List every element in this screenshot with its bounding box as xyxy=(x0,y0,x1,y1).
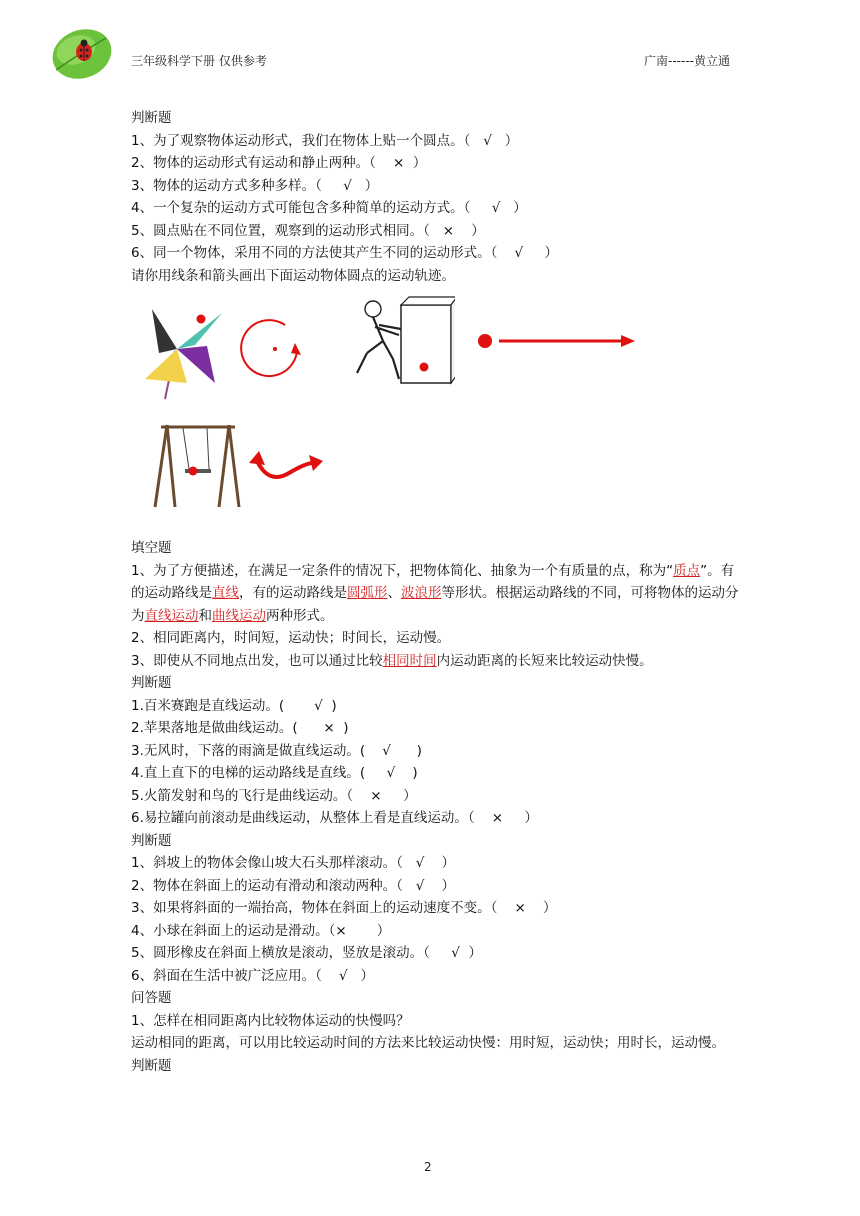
answer-blank: 波浪形 xyxy=(401,585,442,601)
text-run: 和 xyxy=(198,607,212,624)
judgment-item: 2.苹果落地是做曲线运动。( × ) xyxy=(131,720,349,736)
fill-blank-paragraph-2: 2、相同距离内，时间短，运动快；时间长，运动慢。 xyxy=(131,630,451,646)
swing-image xyxy=(153,419,243,511)
judgment-item: 1、为了观察物体运动形式，我们在物体上贴一个圆点。（ √ ） xyxy=(131,132,519,149)
judgment-item: 4.直上直下的电梯的运动路线是直线。( √ ) xyxy=(131,765,418,781)
judgment-item: 6.易拉罐向前滚动是曲线运动，从整体上看是直线运动。（ × ） xyxy=(131,810,539,826)
answer-blank: 直线 xyxy=(212,585,239,601)
answer-blank: 圆弧形 xyxy=(347,585,388,601)
section-heading: 填空题 xyxy=(131,540,172,556)
text-run: ”。有的运动路线是 xyxy=(131,562,735,601)
text-run: 内运动距离的长短来比较运动快慢。 xyxy=(436,652,653,669)
judgment-item: 5、圆形橡皮在斜面上横放是滚动，竖放是滚动。（ √ ） xyxy=(131,945,482,961)
judgment-item: 3、物体的运动方式多种多样。（ √ ） xyxy=(131,177,379,194)
judgment-item: 6、斜面在生活中被广泛应用。（ √ ） xyxy=(131,967,374,984)
fill-blank-paragraph-1 xyxy=(131,560,741,628)
question-text: 1、怎样在相同距离内比较物体运动的快慢吗？ xyxy=(131,1012,410,1029)
answer-text: 运动相同的距离，可以用比较运动时间的方法来比较运动快慢：用时短，运动快；用时长，运动慢。 xyxy=(131,1035,725,1051)
judgment-item: 2、物体在斜面上的运动有滑动和滚动两种。（ √ ） xyxy=(131,877,455,894)
header-left-text: 三年级科学下册 仅供参考 xyxy=(131,54,267,68)
section-heading: 判断题 xyxy=(131,1057,172,1074)
box-dot xyxy=(420,363,429,372)
header-right-text: 广南------黄立通 xyxy=(644,54,730,68)
text-run: 两种形式。 xyxy=(266,607,334,624)
section-heading: 判断题 xyxy=(131,110,172,126)
fill-blank-paragraph-3 xyxy=(131,650,741,673)
answer-blank: 质点 xyxy=(673,562,701,579)
judgment-item: 1.百米赛跑是直线运动。( √ ) xyxy=(131,697,337,714)
pinwheel-image xyxy=(137,301,227,401)
judgment-item: 5、圆点贴在不同位置，观察到的运动形式相同。（ × ） xyxy=(131,222,485,239)
judgment-item: 5.火箭发射和鸟的飞行是曲线运动。（ × ） xyxy=(131,787,417,804)
judgment-item: 4、一个复杂的运动方式可能包含多种简单的运动方式。（ √ ） xyxy=(131,200,527,216)
judgment-item: 2、物体的运动形式有运动和静止两种。（ × ） xyxy=(131,155,427,171)
judgment-item: 1、斜坡上的物体会像山坡大石头那样滚动。（ √ ） xyxy=(131,855,455,871)
document-body xyxy=(131,107,741,1077)
answer-blank: 曲线运动 xyxy=(212,607,266,624)
swing-dot xyxy=(189,467,198,476)
text-run: 、 xyxy=(387,585,401,601)
text-run: 等形状。根据运动路线的不同，可将物体的运动分为 xyxy=(131,585,739,624)
straight-arrow-drawing xyxy=(475,327,637,357)
page-number: 2 xyxy=(424,1160,432,1174)
judgment-item: 4、小球在斜面上的运动是滑动。（× ） xyxy=(131,922,391,939)
answer-blank: 直线运动 xyxy=(144,607,199,624)
ladybug-leaf-logo xyxy=(46,26,116,84)
instruction-text: 请你用线条和箭头画出下面运动物体圆点的运动轨迹。 xyxy=(131,267,455,284)
pinwheel-dot xyxy=(197,315,206,324)
judgment-item: 3.无风时，下落的雨滴是做直线运动。( √ ) xyxy=(131,742,422,759)
boy-pushing-box-image xyxy=(353,295,455,387)
text-run: 3、即使从不同地点出发，也可以通过比较 xyxy=(131,652,383,669)
figure-area xyxy=(131,287,741,537)
judgment-item: 3、如果将斜面的一端抬高，物体在斜面上的运动速度不变。（ × ） xyxy=(131,900,557,916)
judgment-item: 6、同一个物体，采用不同的方法使其产生不同的运动形式。（ √ ） xyxy=(131,245,559,261)
section-heading: 问答题 xyxy=(131,990,172,1006)
text-run: ，有的运动路线是 xyxy=(239,585,347,601)
section-heading: 判断题 xyxy=(131,675,172,691)
circular-trajectory-drawing xyxy=(239,311,311,387)
text-run: 1、为了方便描述，在满足一定条件的情况下，把物体简化、抽象为一个有质量的点，称为“ xyxy=(131,562,674,579)
curved-arrow-drawing xyxy=(243,445,327,491)
answer-blank: 相同时间 xyxy=(382,652,437,669)
section-heading: 判断题 xyxy=(131,832,172,849)
